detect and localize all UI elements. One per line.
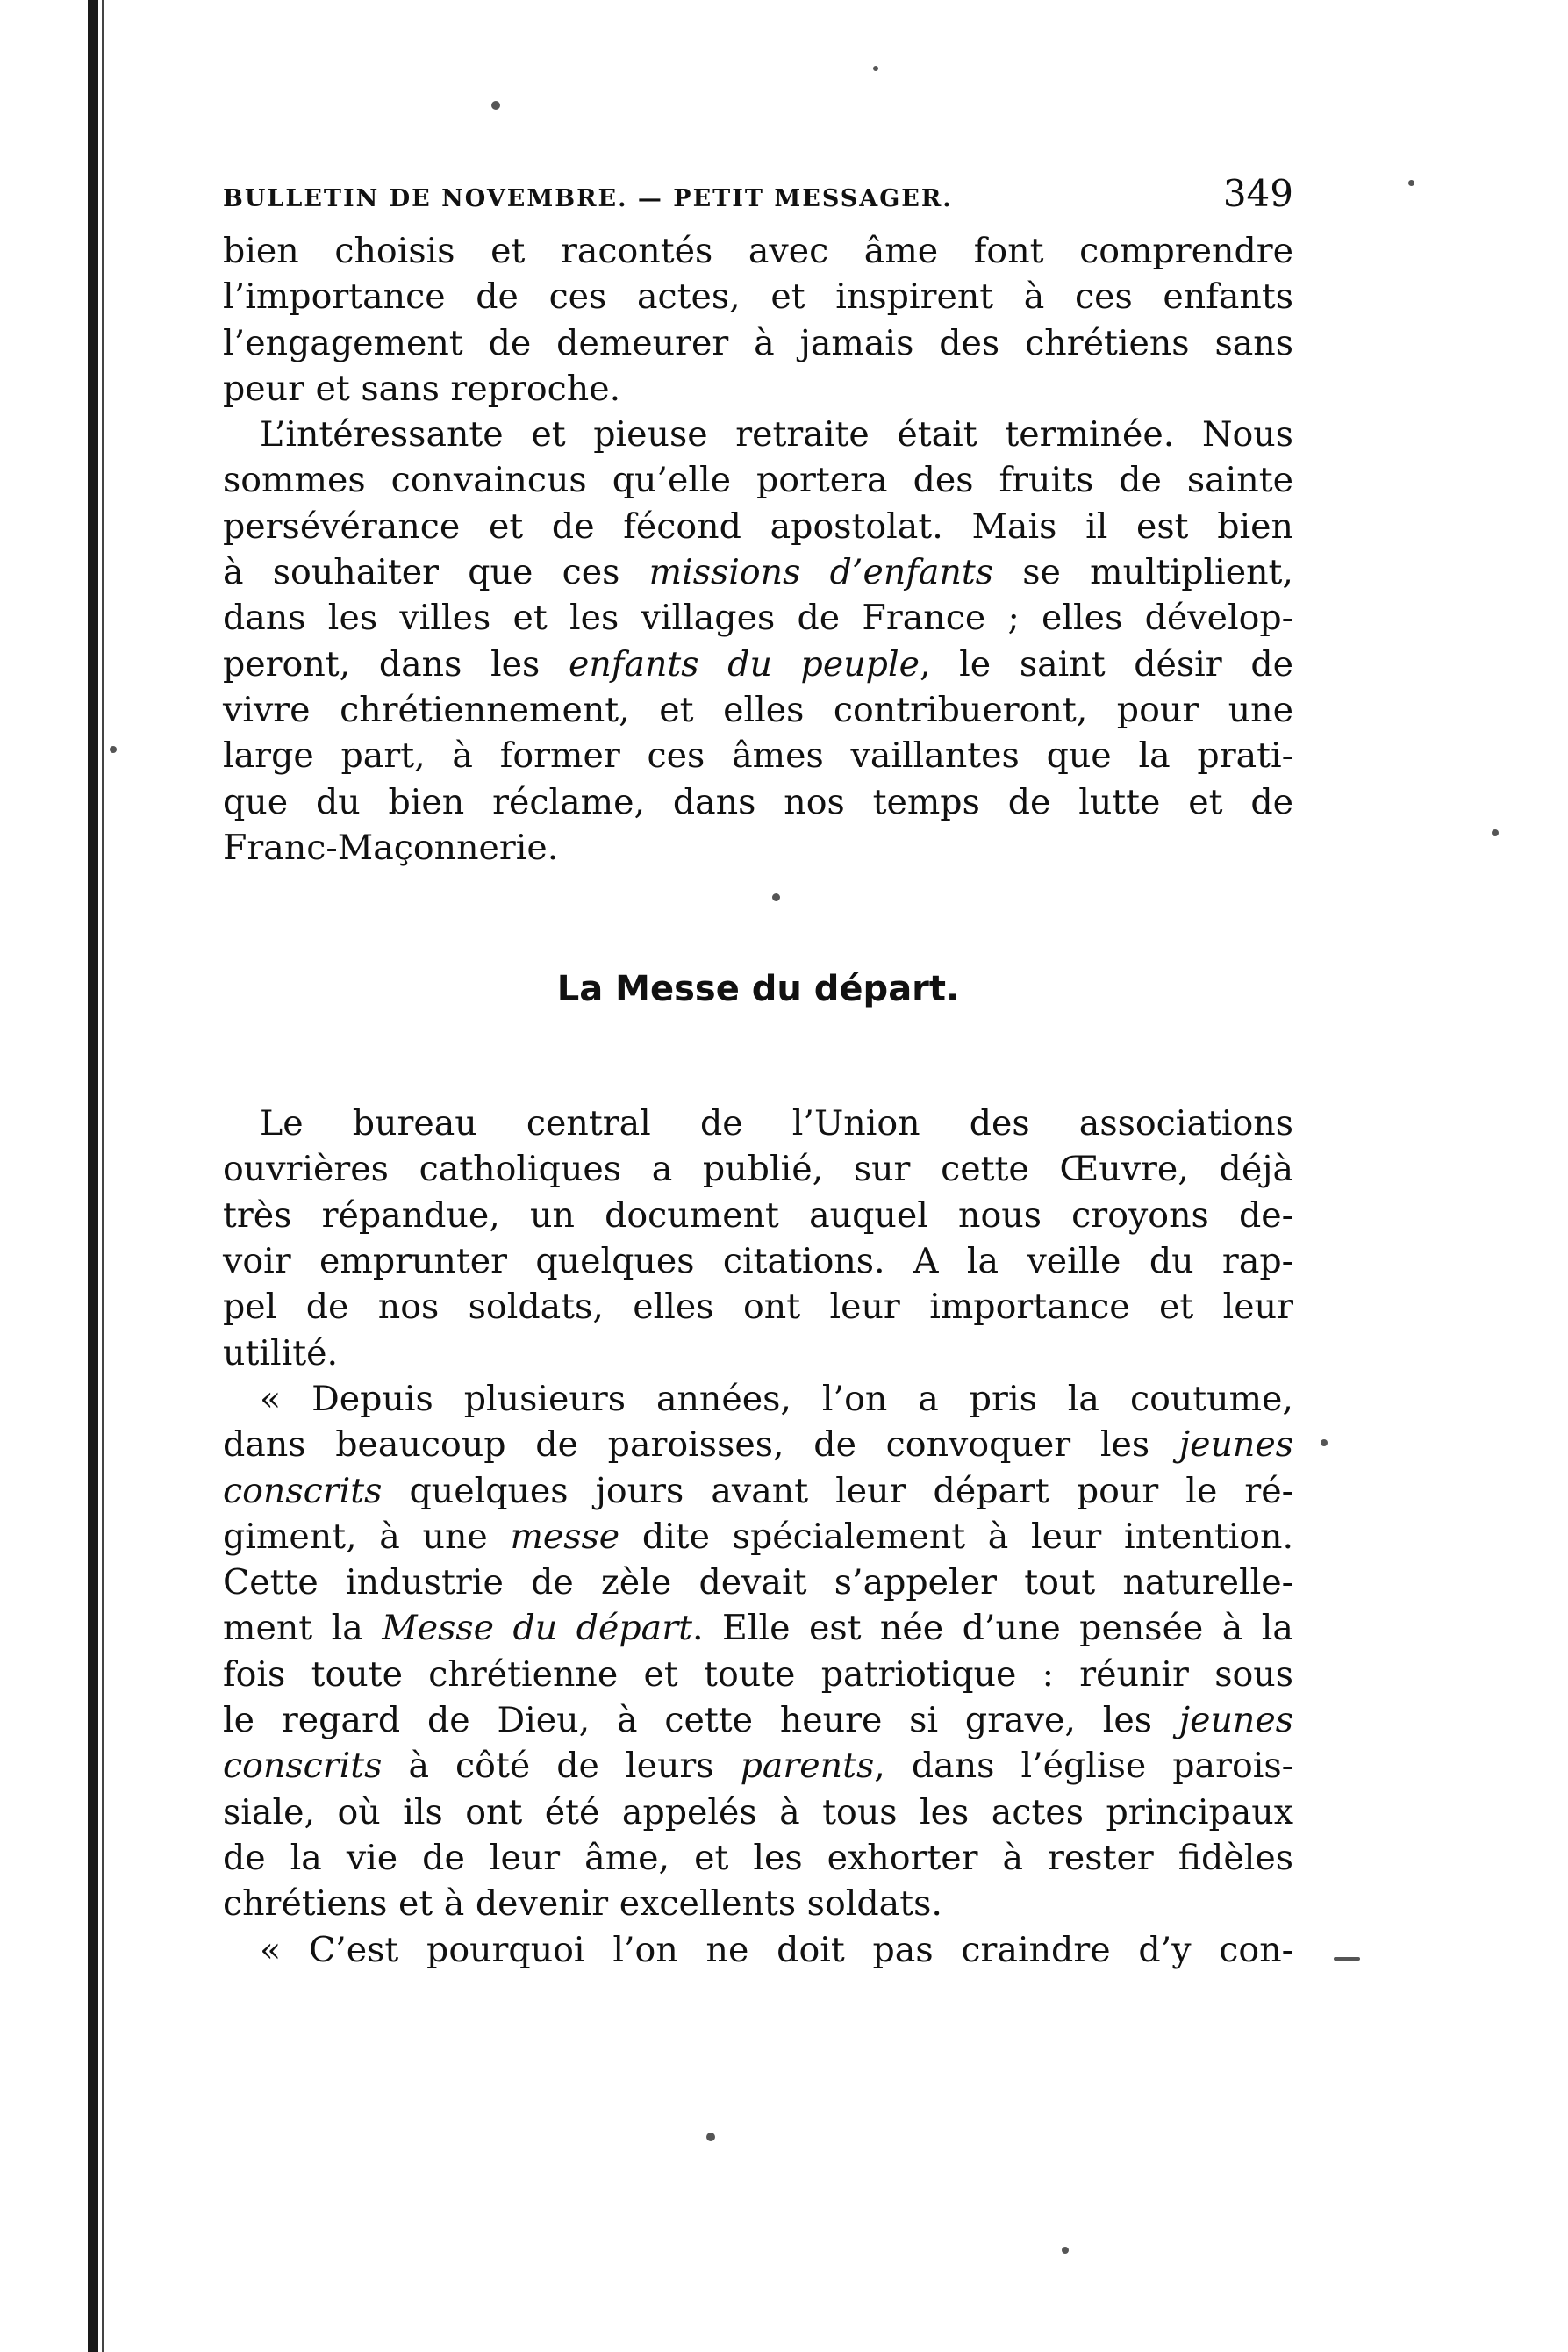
section-retreat-conclusion	[223, 228, 1293, 871]
scan-speck	[873, 66, 878, 71]
text-line: L’intéressante et pieuse retraite était terminée. Nous	[260, 414, 1293, 455]
text-line: sommes convaincus qu’elle portera des fruits de sainte	[223, 460, 1293, 501]
text-line: chrétiens et à devenir excellents soldats.	[223, 1883, 942, 1925]
text-line: ment la Messe du départ. Elle est née d’une pensée à la	[223, 1608, 1293, 1649]
text-line: utilité.	[223, 1332, 339, 1373]
scan-speck	[1492, 829, 1499, 836]
section-messe-du-depart	[223, 1101, 1293, 1973]
text-line: conscrits quelques jours avant leur départ pour le ré-	[223, 1470, 1293, 1511]
book-page	[223, 172, 1293, 1973]
text-line: très répandue, un document auquel nous croyons de-	[223, 1194, 1293, 1236]
text-line: « Depuis plusieurs années, l’on a pris la coutume,	[260, 1378, 1293, 1419]
text-line: voir emprunter quelques citations. A la veille du rap-	[223, 1241, 1293, 1282]
text-line: « C’est pourquoi l’on ne doit pas craindre d’y con-	[260, 1929, 1293, 1970]
scan-speck	[1062, 2247, 1069, 2254]
scan-speck	[110, 746, 117, 753]
text-line: peront, dans les enfants du peuple, le saint désir de	[223, 643, 1294, 685]
book-gutter-line	[102, 0, 104, 2352]
scan-speck	[1334, 1957, 1360, 1961]
text-line: giment, à une messe dite spécialement à leur intention.	[223, 1516, 1294, 1557]
text-line: conscrits à côté de leurs parents, dans l’église parois-	[223, 1746, 1293, 1787]
text-line: fois toute chrétienne et toute patriotique : réunir sous	[223, 1653, 1293, 1695]
running-title: BULLETIN DE NOVEMBRE. — PETIT MESSAGER.	[223, 185, 953, 212]
text-line: Cette industrie de zèle devait s’appeler tout naturelle-	[223, 1562, 1293, 1603]
text-line: à souhaiter que ces missions d’enfants se multiplient,	[223, 552, 1293, 593]
scan-speck	[1408, 180, 1414, 186]
scan-speck	[1321, 1439, 1328, 1446]
text-line: que du bien réclame, dans nos temps de lutte et de	[223, 781, 1293, 822]
text-line: large part, à former ces âmes vaillantes que la prati-	[223, 735, 1293, 777]
text-line: bien choisis et racontés avec âme font comprendre	[223, 231, 1293, 271]
text-line: le regard de Dieu, à cette heure si grave, les jeunes	[223, 1700, 1293, 1741]
text-line: pel de nos soldats, elles ont leur importance et leur	[223, 1287, 1293, 1328]
text-line: l’importance de ces actes, et inspirent à ces enfants	[223, 276, 1293, 318]
text-line: persévérance et de fécond apostolat. Mais il est bien	[223, 506, 1293, 547]
text-line: dans beaucoup de paroisses, de convoquer les jeunes	[223, 1424, 1293, 1466]
text-line: Franc-Maçonnerie.	[223, 827, 559, 868]
text-line: l’engagement de demeurer à jamais des chrétiens sans	[223, 322, 1293, 363]
page-header	[223, 172, 1293, 225]
text-line: dans les villes et les villages de France ; elles dévelop-	[223, 598, 1293, 639]
section-heading: La Messe du départ.	[556, 969, 960, 1010]
book-spine-shadow	[88, 0, 98, 2352]
text-line: Le bureau central de l’Union des associations	[260, 1103, 1293, 1144]
scan-speck	[772, 893, 780, 901]
page-number: 349	[1222, 172, 1293, 215]
text-line: ouvrières catholiques a publié, sur cette Œuvre, déjà	[223, 1149, 1293, 1190]
text-line: vivre chrétiennement, et elles contribueront, pour une	[223, 689, 1293, 730]
text-line: de la vie de leur âme, et les exhorter à rester fidèles	[223, 1837, 1293, 1878]
text-line: siale, où ils ont été appelés à tous les actes principaux	[223, 1791, 1293, 1832]
scan-speck	[706, 2133, 715, 2141]
text-line: peur et sans reproche.	[223, 368, 621, 409]
scan-speck	[491, 101, 500, 110]
